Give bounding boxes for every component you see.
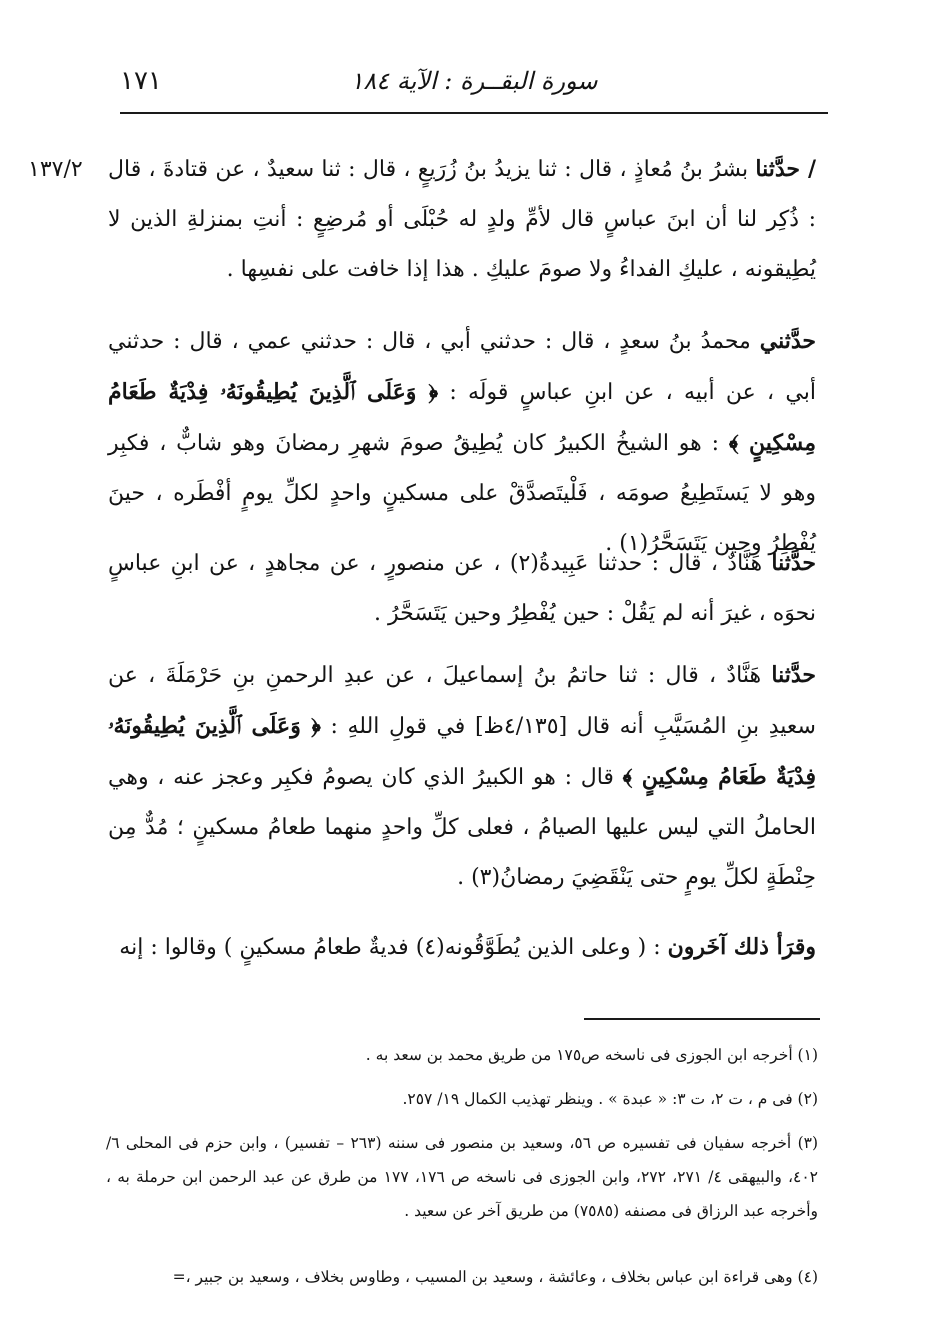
paragraph-text: هَنَّادٌ ، قال : حدثنا عَبِيدةُ (538, 551, 772, 576)
footnote-marker: (٣) (471, 865, 501, 890)
paragraph-end: . (457, 865, 472, 890)
footnote-1: (١) أخرجه ابن الجوزى فى ناسخه ص١٧٥ من طريق محمد بن سعد به . (365, 1046, 818, 1064)
paragraph-lead: حدَّثنا (771, 662, 816, 688)
quran-verse: ﴿ وَعَلَى ٱلَّذِينَ يُطِيقُونَهُۥ فِدْيَةٌ طَعَامُ مِسْكِينٍ ﴾ (108, 713, 816, 790)
paragraph-2 (108, 316, 816, 569)
paragraph-text: في قولِ اللهِ : (320, 714, 475, 739)
paragraph-text: : ( وعلى الذين يُطَوَّقُونه (444, 935, 668, 960)
page-number: ١٧١ (120, 66, 162, 96)
paragraph-end: . (605, 531, 620, 556)
header-rule (120, 112, 828, 114)
footnote-2: (٢) فى م ، ت ٢، ت ٣: « عبدة » . وينظر تهذيب الكمال ١٩/ ٢٥٧. (402, 1090, 818, 1108)
footnote-marker: (٢) (509, 551, 539, 576)
paragraph-text: محمدُ بنُ سعدٍ ، قال : حدثني أبي ، قال : حدثني عمي ، قال : حدثني أبي ، عن أبيه ، عن ابنِ عباسٍ قولَه : (108, 329, 816, 405)
page-header (120, 64, 828, 104)
paragraph-text: ، عن منصورٍ ، عن مجاهدٍ ، عن ابنِ عباسٍ نحوَه ، غيرَ أنه لم يَقُلْ : حين يُفْطِرُ وحين يَتَسَحَّرُ . (108, 551, 816, 626)
footnote-marker: (٤) (415, 935, 445, 960)
footnote-4: (٤) وهى قراءة ابن عباس بخلاف ، وعائشة ، وسعيد بن المسيب ، وطاوس بخلاف ، وسعيد بن جبير ،= (172, 1268, 818, 1286)
paragraph-text: هَنَّادٌ ، قال : ثنا حاتمُ بنُ إسماعيلَ ، عن عبدِ الرحمنِ بنِ حَرْمَلَةَ ، عن سعيدِ بنِ المُسَيَّبِ أنه قال (108, 663, 816, 739)
paragraph-lead: حدَّثني (759, 328, 816, 354)
margin-reference: ١٣٧/٢ (28, 157, 83, 182)
paragraph-3 (108, 538, 816, 639)
paragraph-lead: وقرَأ ذلك آخَرون (667, 934, 816, 960)
paragraph-1 (108, 144, 816, 295)
running-title: سورة البقــرة : الآية ١٨٤ (350, 67, 598, 95)
paragraph-lead: حدَّثنا (771, 550, 816, 576)
paragraph-4 (108, 650, 816, 903)
footnote-rule (584, 1018, 820, 1020)
paragraph-lead: / حدَّثنا (755, 156, 816, 182)
paragraph-text: قال : هو الكبيرُ الذي كان يصومُ فكبِر وعجز عنه ، وهي الحاملُ التي ليس عليها الصيامُ ، فعلى كلِّ واحدٍ منهما طعامُ مسكينٍ ؛ مُدٌّ مِن حِنْطَةٍ لكلِّ يومٍ حتى يَنْقَضِيَ رمضانُ (108, 765, 816, 890)
paragraph-text: : هو الشيخُ الكبيرُ كان يُطِيقُ صومَ شهرِ رمضانَ وهو شابٌّ ، فكبِر وهو لا يَستَطِيعُ صومَه ، فَلْيتَصدَّقْ على مسكينٍ واحدٍ لكلِّ يومٍ أفْطَره ، حينَ يُفْطِرُ وحين يَتَسَحَّرُ (108, 431, 816, 556)
paragraph-5 (108, 922, 816, 973)
quran-verse: ﴿ وَعَلَى ٱلَّذِينَ يُطِيقُونَهُۥ فِدْيَةٌ طَعَامُ مِسْكِينٍ ﴾ (108, 379, 816, 456)
paragraph-text: فديةٌ طعامُ مسكينٍ ) وقالوا : إنه (119, 935, 416, 960)
footnote-3: (٣) أخرجه سفيان فى تفسيره ص ٥٦، وسعيد بن منصور فى سننه (٢٦٣ – تفسير) ، وابن حزم فى المحلى ٦/ ٤٠٢، والبيهقى ٤/ ٢٧١، ٢٧٢، وابن الجوزى فى ناسخه ص ١٧٦، ١٧٧ من طرق عن عبد الرحمن ابن حرملة به ، وأخرجه عبد الرزاق فى مصنفه (٧٥٨٥) من طريق آخر عن سعيد . (106, 1134, 819, 1220)
manuscript-reference: [٤/١٣٥ظ] (474, 714, 568, 739)
footnote-marker: (١) (619, 531, 649, 556)
paragraph-text: بشرُ بنُ مُعاذٍ ، قال : ثنا يزيدُ بنُ زُرَيعٍ ، قال : ثنا سعيدٌ ، عن قتادةَ ، قال : ذُكِر لنا أن ابنَ عباسٍ قال لأمِّ ولدٍ له حُبْلَى أو مُرضِعٍ : أنتِ بمنزلةِ الذين لا يُطِيقونه ، عليكِ الفداءُ ولا صومَ عليكِ . هذا إذا خافت على نفسِها . (108, 157, 816, 282)
